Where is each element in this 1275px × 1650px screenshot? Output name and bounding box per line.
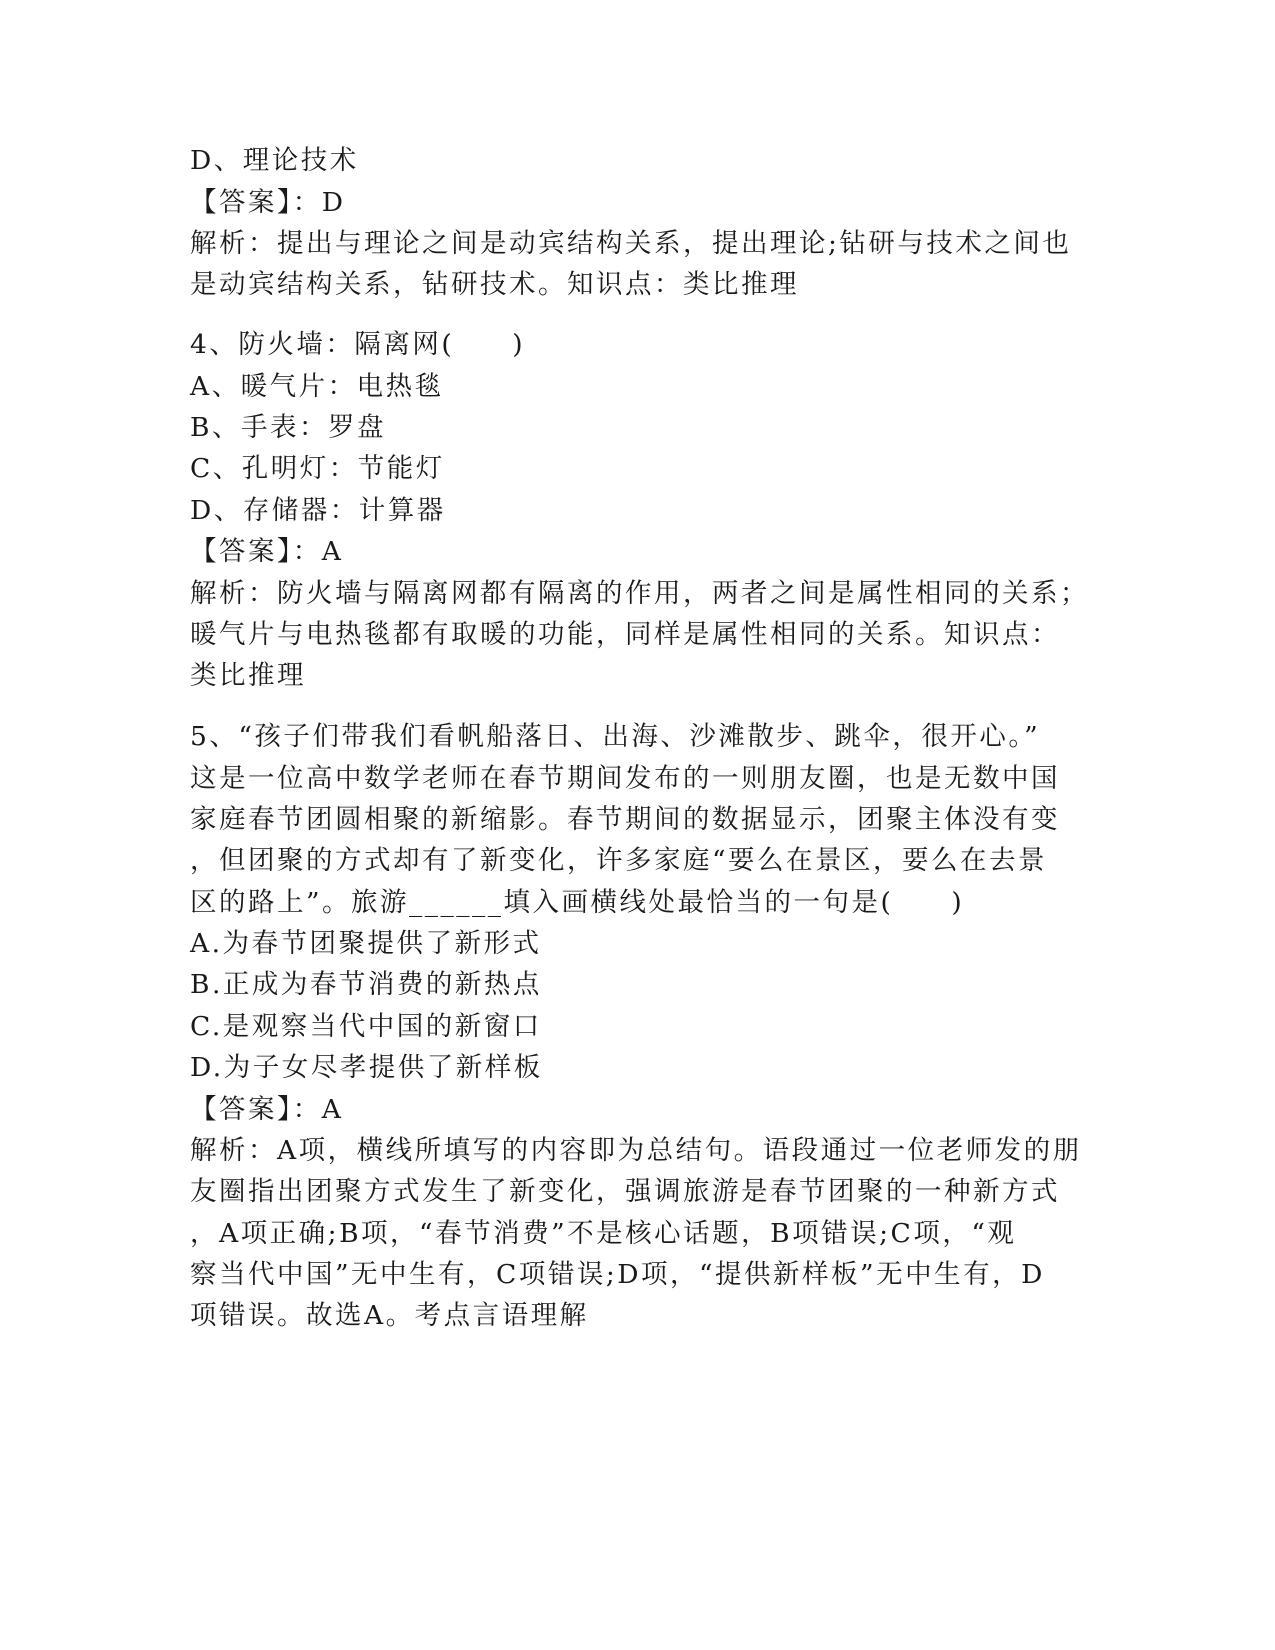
q5-explanation-line-2: 友圈指出团聚方式发生了新变化，强调旅游是春节团聚的一种新方式 (190, 1176, 1060, 1207)
q4-option-b: B、手表：罗盘 (190, 412, 386, 443)
q5-explanation-line-3: ，A项正确;B项，“春节消费”不是核心话题，B项错误;C项，“观 (190, 1218, 1017, 1249)
q5-question-line-5: 区的路上”。旅游______填入画横线处最恰当的一句是( ) (190, 887, 965, 918)
q5-option-d: D.为子女尽孝提供了新样板 (190, 1052, 543, 1083)
q5-question-line-4: ，但团聚的方式却有了新变化，许多家庭“要么在景区，要么在去景 (190, 845, 1048, 876)
q5-question-line-3: 家庭春节团圆相聚的新缩影。春节期间的数据显示，团聚主体没有变 (190, 804, 1060, 835)
q4-explanation-line-1: 解析：防火墙与隔离网都有隔离的作用，两者之间是属性相同的关系； (190, 578, 1089, 609)
q5-explanation-line-4: 察当代中国”无中生有，C项错误;D项，“提供新样板”无中生有，D (190, 1259, 1045, 1290)
q5-option-a: A.为春节团聚提供了新形式 (190, 928, 542, 959)
q3-explanation-line-2: 是动宾结构关系，钻研技术。知识点：类比推理 (190, 269, 799, 300)
q5-explanation-line-1: 解析：A项，横线所填写的内容即为总结句。语段通过一位老师发的朋 (190, 1135, 1082, 1166)
q4-option-a: A、暖气片：电热毯 (190, 371, 444, 402)
q5-question-line-1: 5、“孩子们带我们看帆船落日、出海、沙滩散步、跳伞，很开心。” (190, 721, 1041, 752)
q4-question: 4、防火墙：隔离网( ) (190, 329, 526, 360)
q5-option-b: B.正成为春节消费的新热点 (190, 969, 542, 1000)
q5-explanation-line-5: 项错误。故选A。考点言语理解 (190, 1300, 589, 1331)
q5-option-c: C.是观察当代中国的新窗口 (190, 1011, 542, 1042)
q4-explanation-line-2: 暖气片与电热毯都有取暖的功能，同样是属性相同的关系。知识点： (190, 619, 1060, 650)
q3-explanation-line-1: 解析：提出与理论之间是动宾结构关系，提出理论;钻研与技术之间也 (190, 228, 1072, 259)
q4-option-d: D、存储器：计算器 (190, 495, 446, 526)
q3-option-d: D、理论技术 (190, 145, 359, 176)
q5-question-line-2: 这是一位高中数学老师在春节期间发布的一则朋友圈，也是无数中国 (190, 763, 1060, 794)
q4-explanation-line-3: 类比推理 (190, 660, 306, 691)
q4-option-c: C、孔明灯：节能灯 (190, 453, 445, 484)
q4-answer: 【答案】：A (190, 536, 344, 567)
q3-answer: 【答案】：D (190, 187, 346, 218)
q5-answer: 【答案】：A (190, 1094, 344, 1125)
